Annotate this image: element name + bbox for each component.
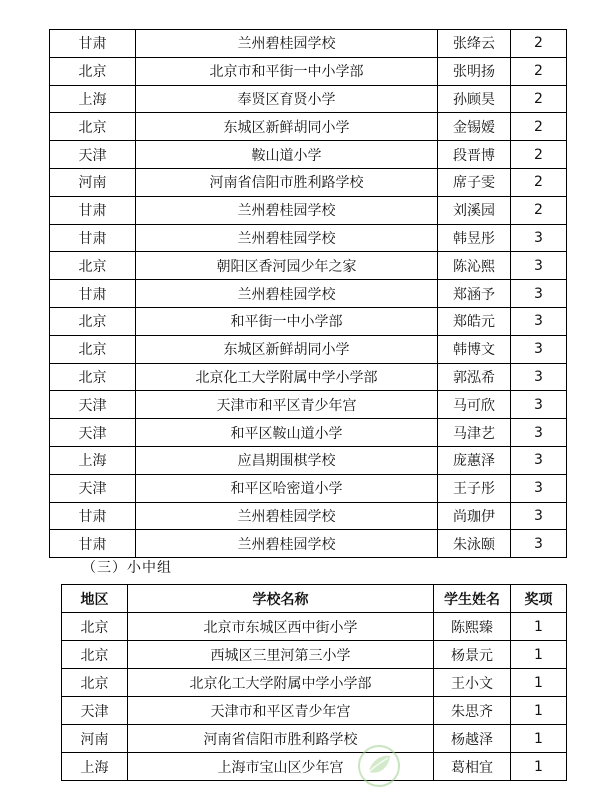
cell-student: 张明扬 bbox=[438, 57, 511, 85]
cell-student: 杨景元 bbox=[434, 641, 511, 669]
cell-student: 席子雯 bbox=[438, 168, 511, 196]
table-row bbox=[50, 474, 567, 502]
header-region: 地区 bbox=[62, 585, 128, 613]
cell-school: 北京化工大学附属中学小学部 bbox=[128, 669, 434, 697]
cell-student: 葛相宜 bbox=[434, 753, 511, 781]
table-row bbox=[62, 613, 567, 641]
cell-region: 北京 bbox=[50, 363, 136, 391]
header-student: 学生姓名 bbox=[434, 585, 511, 613]
cell-award: 3 bbox=[511, 502, 567, 530]
cell-school: 兰州碧桂园学校 bbox=[136, 530, 438, 558]
award-table-xiaozhong bbox=[61, 584, 567, 781]
cell-region: 甘肃 bbox=[50, 224, 136, 252]
cell-student: 王小文 bbox=[434, 669, 511, 697]
cell-school: 北京化工大学附属中学小学部 bbox=[136, 363, 438, 391]
cell-award: 2 bbox=[511, 85, 567, 113]
cell-region: 上海 bbox=[50, 85, 136, 113]
cell-school: 应昌期围棋学校 bbox=[136, 446, 438, 474]
cell-school: 天津市和平区青少年宫 bbox=[128, 697, 434, 725]
cell-award: 2 bbox=[511, 113, 567, 141]
award-table-continued-body bbox=[50, 30, 567, 558]
table-row bbox=[50, 168, 567, 196]
cell-award: 1 bbox=[511, 669, 567, 697]
table-row bbox=[50, 113, 567, 141]
cell-region: 甘肃 bbox=[50, 502, 136, 530]
cell-student: 朱思齐 bbox=[434, 697, 511, 725]
cell-school: 兰州碧桂园学校 bbox=[136, 196, 438, 224]
cell-school: 奉贤区育贤小学 bbox=[136, 85, 438, 113]
table-row bbox=[62, 641, 567, 669]
cell-school: 河南省信阳市胜利路学校 bbox=[128, 725, 434, 753]
cell-region: 甘肃 bbox=[50, 280, 136, 308]
cell-school: 北京市和平街一中小学部 bbox=[136, 57, 438, 85]
cell-school: 鞍山道小学 bbox=[136, 141, 438, 169]
cell-award: 3 bbox=[511, 419, 567, 447]
cell-region: 天津 bbox=[50, 141, 136, 169]
table-row bbox=[50, 30, 567, 58]
cell-school: 和平区鞍山道小学 bbox=[136, 419, 438, 447]
cell-school: 兰州碧桂园学校 bbox=[136, 224, 438, 252]
cell-region: 上海 bbox=[50, 446, 136, 474]
cell-award: 2 bbox=[511, 30, 567, 58]
cell-award: 2 bbox=[511, 196, 567, 224]
cell-region: 甘肃 bbox=[50, 530, 136, 558]
cell-student: 杨越泽 bbox=[434, 725, 511, 753]
table-row bbox=[50, 502, 567, 530]
table-row bbox=[50, 419, 567, 447]
table-row bbox=[50, 307, 567, 335]
cell-school: 朝阳区香河园少年之家 bbox=[136, 252, 438, 280]
cell-region: 天津 bbox=[50, 391, 136, 419]
table-row bbox=[50, 446, 567, 474]
header-school: 学校名称 bbox=[128, 585, 434, 613]
cell-student: 段晋博 bbox=[438, 141, 511, 169]
cell-award: 2 bbox=[511, 168, 567, 196]
cell-region: 甘肃 bbox=[50, 30, 136, 58]
cell-award: 3 bbox=[511, 252, 567, 280]
cell-region: 北京 bbox=[50, 335, 136, 363]
cell-student: 郑皓元 bbox=[438, 307, 511, 335]
cell-region: 北京 bbox=[62, 669, 128, 697]
cell-student: 马津艺 bbox=[438, 419, 511, 447]
cell-student: 陈沁熙 bbox=[438, 252, 511, 280]
cell-region: 北京 bbox=[62, 641, 128, 669]
cell-award: 1 bbox=[511, 641, 567, 669]
table-header-row bbox=[62, 585, 567, 613]
table-row bbox=[62, 725, 567, 753]
cell-region: 北京 bbox=[50, 113, 136, 141]
cell-student: 尚珈伊 bbox=[438, 502, 511, 530]
header-award: 奖项 bbox=[511, 585, 567, 613]
cell-school: 北京市东城区西中街小学 bbox=[128, 613, 434, 641]
cell-region: 河南 bbox=[50, 168, 136, 196]
section-heading-xiaozhong: （三）小中组 bbox=[82, 560, 172, 576]
cell-award: 3 bbox=[511, 280, 567, 308]
cell-region: 甘肃 bbox=[50, 196, 136, 224]
cell-award: 1 bbox=[511, 725, 567, 753]
table-row bbox=[62, 697, 567, 725]
cell-student: 朱泳颐 bbox=[438, 530, 511, 558]
cell-award: 3 bbox=[511, 363, 567, 391]
cell-award: 2 bbox=[511, 57, 567, 85]
cell-school: 东城区新鲜胡同小学 bbox=[136, 335, 438, 363]
cell-award: 3 bbox=[511, 307, 567, 335]
cell-school: 和平区哈密道小学 bbox=[136, 474, 438, 502]
cell-region: 天津 bbox=[62, 697, 128, 725]
cell-region: 北京 bbox=[50, 252, 136, 280]
cell-region: 北京 bbox=[50, 307, 136, 335]
award-table-continued bbox=[49, 29, 567, 558]
table-row bbox=[50, 141, 567, 169]
cell-school: 兰州碧桂园学校 bbox=[136, 280, 438, 308]
table-row bbox=[50, 391, 567, 419]
cell-award: 1 bbox=[511, 613, 567, 641]
cell-school: 西城区三里河第三小学 bbox=[128, 641, 434, 669]
cell-student: 韩博文 bbox=[438, 335, 511, 363]
cell-student: 郭泓希 bbox=[438, 363, 511, 391]
cell-region: 天津 bbox=[50, 474, 136, 502]
cell-award: 2 bbox=[511, 141, 567, 169]
cell-student: 郑涵予 bbox=[438, 280, 511, 308]
table-row bbox=[50, 252, 567, 280]
cell-award: 3 bbox=[511, 474, 567, 502]
cell-award: 1 bbox=[511, 753, 567, 781]
cell-school: 东城区新鲜胡同小学 bbox=[136, 113, 438, 141]
cell-award: 3 bbox=[511, 335, 567, 363]
cell-student: 马可欣 bbox=[438, 391, 511, 419]
cell-student: 金锡嫒 bbox=[438, 113, 511, 141]
table-row bbox=[50, 196, 567, 224]
table-row bbox=[62, 669, 567, 697]
cell-student: 庞蕙泽 bbox=[438, 446, 511, 474]
cell-region: 天津 bbox=[50, 419, 136, 447]
cell-student: 刘溪园 bbox=[438, 196, 511, 224]
cell-student: 陈熙臻 bbox=[434, 613, 511, 641]
table-row bbox=[50, 85, 567, 113]
award-table-xiaozhong-body bbox=[62, 613, 567, 781]
cell-region: 河南 bbox=[62, 725, 128, 753]
cell-award: 3 bbox=[511, 224, 567, 252]
table-row bbox=[50, 224, 567, 252]
cell-student: 王子彤 bbox=[438, 474, 511, 502]
cell-award: 3 bbox=[511, 391, 567, 419]
cell-school: 兰州碧桂园学校 bbox=[136, 502, 438, 530]
table-row bbox=[62, 753, 567, 781]
table-row bbox=[50, 280, 567, 308]
cell-student: 孙顾昊 bbox=[438, 85, 511, 113]
table-row bbox=[50, 363, 567, 391]
cell-student: 张绛云 bbox=[438, 30, 511, 58]
cell-school: 兰州碧桂园学校 bbox=[136, 30, 438, 58]
cell-school: 河南省信阳市胜利路学校 bbox=[136, 168, 438, 196]
cell-region: 北京 bbox=[62, 613, 128, 641]
cell-region: 北京 bbox=[50, 57, 136, 85]
watermark-leaf-icon bbox=[357, 744, 401, 788]
cell-region: 上海 bbox=[62, 753, 128, 781]
cell-award: 3 bbox=[511, 530, 567, 558]
table-row bbox=[50, 530, 567, 558]
cell-award: 1 bbox=[511, 697, 567, 725]
cell-school: 上海市宝山区少年宫 bbox=[128, 753, 434, 781]
cell-school: 和平街一中小学部 bbox=[136, 307, 438, 335]
cell-student: 韩昱彤 bbox=[438, 224, 511, 252]
table-row bbox=[50, 57, 567, 85]
table-row bbox=[50, 335, 567, 363]
cell-school: 天津市和平区青少年宫 bbox=[136, 391, 438, 419]
cell-award: 3 bbox=[511, 446, 567, 474]
